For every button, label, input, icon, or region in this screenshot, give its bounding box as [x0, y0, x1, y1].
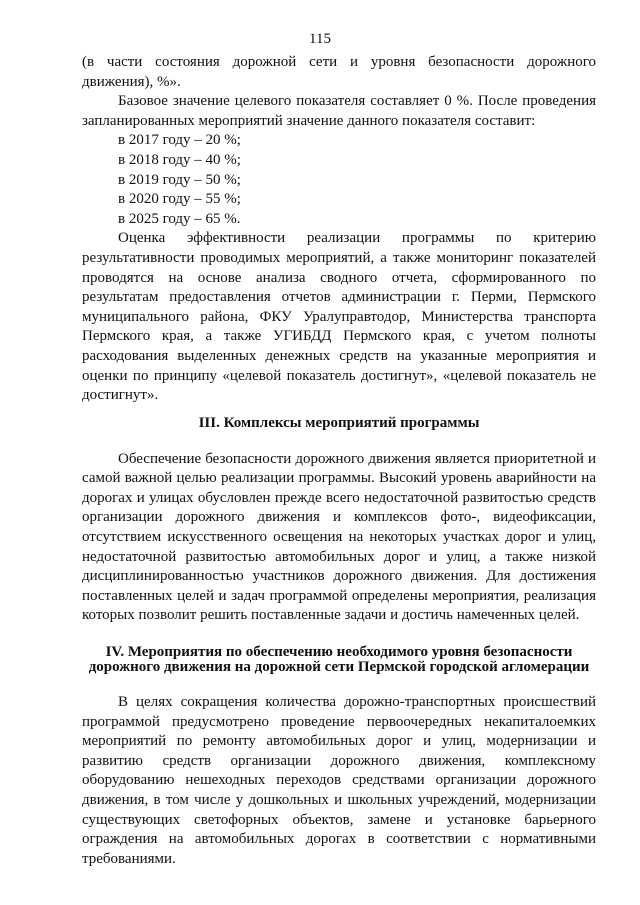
target-item-2020: в 2020 году – 55 %;	[118, 191, 241, 208]
section-4-heading-line-1: IV. Мероприятия по обеспечению необходимого уровня безопасности	[105, 644, 573, 661]
intro-continuation: (в части состояния дорожной сети и уровня безопасности дорожного движения), %».	[82, 54, 596, 90]
target-list	[82, 131, 596, 229]
evaluation-paragraph: Оценка эффективности реализации программы по критерию результативности проводимых мероприятий, а также мониторинг показателей проводятся на основе анализа сводного отчета, сформированного по результатам предоставления отчетов администрации г. Перми, Пермского муниципального района, ФКУ Уралуправтодор, Министерства транспорта Пермского края, а также УГИБДД Пермского края, с учетом полноты расходования выделенных денежных средств на указанные мероприятия и оценки по принципу «целевой показатель достигнут», «целевой показатель не достигнут».	[82, 230, 596, 404]
section-3-heading: III. Комплексы мероприятий программы	[198, 414, 480, 431]
section-4-paragraph: В целях сокращения количества дорожно-транспортных происшествий программой предусмотрено проведение первоочередных некапиталоемких мероприятий по ремонту автомобильных дорог и улиц, модернизации и развитию средств организации дорожного движения, комплексному оборудованию нешеходных переходов средствами организации дорожного движения, в том числе у дошкольных и школьных учреждений, модернизации существующих светофорных объектов, замене и установке барьерного ограждения на автомобильных дорогах в соответствии с нормативными требованиями.	[82, 694, 596, 867]
baseline-paragraph: Базовое значение целевого показателя составляет 0 %. После проведения запланированных мероприятий значение данного показателя составит:	[82, 93, 596, 129]
page-number: 115	[309, 31, 331, 47]
target-item-2025: в 2025 году – 65 %.	[118, 210, 241, 227]
section-4-heading	[82, 645, 596, 675]
target-item-2017: в 2017 году – 20 %;	[118, 132, 241, 149]
page-body	[82, 53, 596, 869]
target-item-2018: в 2018 году – 40 %;	[118, 151, 241, 168]
section-3-paragraph: Обеспечение безопасности дорожного движения является приоритетной и самой важной целью реализации программы. Высокий уровень аварийности на дорогах и улицах обусловлен прежде всего недостаточной развитостью средств организации дорожного движения и комплексов фото-, видеофиксации, отсутствием искусственного освещения на некоторых участках дорог и улиц, недостаточной развитостью автомобильных дорог и улиц, а также низкой дисциплинированностью участников дорожного движения. Для достижения поставленных целей и задач программой определены мероприятия, реализация которых позволит решить поставленные задачи и достичь намеченных целей.	[82, 450, 596, 624]
section-4-heading-line-2: дорожного движения на дорожной сети Пермской городской агломерации	[88, 659, 590, 676]
target-item-2019: в 2019 году – 50 %;	[118, 171, 241, 188]
